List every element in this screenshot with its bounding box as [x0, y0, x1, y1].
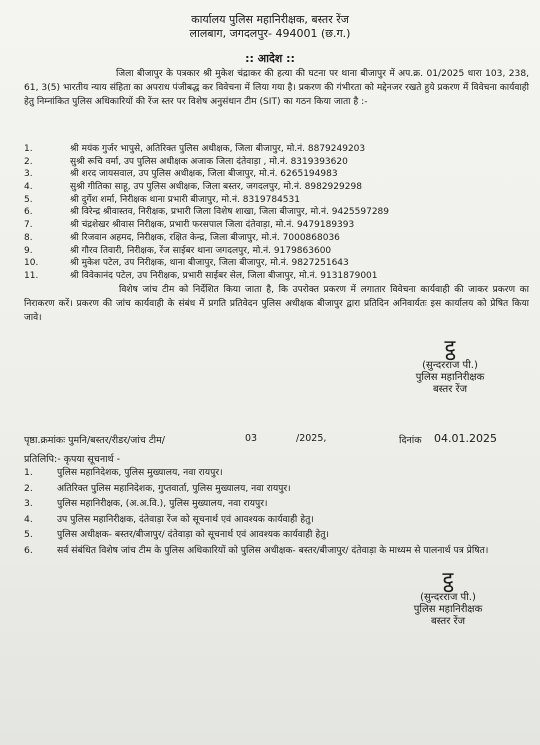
signature-block-copy	[398, 570, 498, 628]
signature-mark: ट्ठ	[444, 336, 456, 361]
order-date: 04.01.2025	[434, 432, 497, 445]
member-details: श्री विवेकानंद पटेल, उप निरीक्षक, प्रभारी साईबर सेल, जिला बीजापुर, मो.नं. 9131879001	[70, 270, 378, 281]
item-number: 2.	[24, 156, 33, 167]
copy-recipient: पुलिस महानिदेशक, पुलिस मुख्यालय, नवा रायपुर।	[57, 467, 223, 478]
list-item	[24, 528, 530, 541]
item-number: 1.	[24, 144, 33, 154]
list-item	[24, 206, 534, 219]
member-details: श्री रिजवान अहमद, निरीक्षक, रक्षित केन्द्र, जिला बीजापुर, मो.नं. 7000868036	[70, 232, 340, 243]
item-number: 10.	[24, 258, 39, 269]
list-item	[24, 482, 530, 495]
list-item	[24, 257, 534, 270]
item-number: 4.	[24, 182, 33, 193]
list-item	[24, 168, 534, 181]
item-number: 6.	[24, 544, 33, 556]
order-paragraph-1-text: जिला बीजापुर के पत्रकार श्री मुकेश चंद्राकर की हत्या की घटना पर थाना बीजापुर में अप.क्र. 01/2025 धारा 103, 238, 61, 3(5) भारतीय न्याय संहिता का अपराध पंजीबद्ध कर विवेचना में लिया गया है। प्रकरण की गंभीरता को मद्देनजर रखते हुये प्रकरण में विवेचना कार्यवाही हेतु निम्नांकित पुलिस अधिकारियों की रेंज स्तर पर विशेष अनुसंधान टीम (SIT) का गठन किया जाता है :-	[24, 69, 529, 107]
item-number: 2.	[24, 482, 33, 494]
member-details: श्री गौरव तिवारी, निरीक्षक, रेंज साईबर थाना जगदलपुर, मो.नं. 9179863600	[70, 245, 332, 256]
list-item	[24, 245, 534, 258]
copy-recipient: अतिरिक्त पुलिस महानिदेशक, गुप्तवार्ता, पुलिस मुख्यालय, नवा रायपुर।	[57, 482, 291, 494]
signatory-name: (सुन्दरराज पी.)	[422, 360, 478, 371]
copy-recipient: पुलिस महानिरीक्षक, (अ.अ.वि.), पुलिस मुख्यालय, नवा रायपुर।	[57, 498, 268, 510]
list-item	[24, 513, 530, 526]
list-item	[24, 143, 534, 156]
list-item	[24, 232, 534, 245]
order-title: :: आदेश ::	[245, 52, 295, 65]
office-address: लालबाग, जगदलपुर- 494001 (छ.ग.)	[189, 27, 351, 40]
member-details: श्री मुकेश पटेल, उप निरीक्षक, थाना बीजापुर, जिला बीजापुर, मो.नं. 9827251643	[70, 258, 349, 269]
item-number: 6.	[24, 207, 33, 218]
copy-recipient: सर्व संबंधित विशेष जांच टीम के पुलिस अधिकारियों को पुलिस अधीक्षक- बस्तर/बीजापुर/ दंतेवाड़ा के माध्यम से पालनार्थ पत्र प्रेषित।	[57, 544, 489, 556]
date-label: दिनांक	[399, 435, 422, 446]
list-item	[24, 466, 530, 479]
signature-block	[400, 338, 500, 396]
item-number: 1.	[24, 467, 33, 478]
list-item	[24, 497, 530, 510]
member-details: श्री विरेन्द्र श्रीवास्तव, निरीक्षक, प्रभारी जिला विशेष शाखा, जिला बीजापुर, मो.नं. 9425597289	[70, 207, 390, 218]
copy-to-label: प्रतिलिपि:- कृपया सूचनार्थ -	[24, 454, 121, 465]
list-item	[24, 544, 530, 557]
list-item	[24, 194, 534, 207]
item-number: 3.	[24, 169, 33, 180]
member-details: श्री मयंक गुर्जर भापुसे, अतिरिक्त पुलिस अधीक्षक, जिला बीजापुर, मो.नं. 8879249203	[70, 144, 366, 154]
signatory-designation: पुलिस महानिरीक्षक	[415, 372, 485, 383]
member-details: श्री दुर्गेश शर्मा, निरीक्षक थाना प्रभारी बीजापुर, मो.नं. 8319784531	[70, 194, 300, 205]
item-number: 3.	[24, 498, 33, 510]
item-number: 7.	[24, 220, 33, 231]
copy-list	[24, 466, 530, 560]
copy-recipient: पुलिस अधीक्षक- बस्तर/बीजापुर/ दंतेवाड़ा को सूचनार्थ एवं आवश्यक कार्यवाही हेतु।	[57, 529, 329, 541]
signatory-range: बस्तर रेंज	[430, 616, 466, 627]
order-paragraph-2	[24, 283, 529, 325]
signature-mark: ट्ठ	[442, 568, 454, 593]
item-number: 9.	[24, 245, 33, 256]
signatory-designation: पुलिस महानिरीक्षक	[413, 604, 483, 615]
reference-year: /2025,	[296, 433, 327, 444]
item-number: 8.	[24, 232, 33, 243]
list-item	[24, 270, 534, 283]
list-item	[24, 219, 534, 232]
copy-recipient: उप पुलिस महानिरीक्षक, दंतेवाड़ा रेंज को सूचनार्थ एवं आवश्यक कार्यवाही हेतु।	[57, 513, 314, 525]
item-number: 5.	[24, 194, 33, 205]
member-details: श्री शरद जायसवाल, उप पुलिस अधीक्षक, जिला बीजापुर, मो.नं. 6265194983	[70, 169, 338, 180]
signatory-range: बस्तर रेंज	[432, 384, 468, 395]
item-number: 11.	[24, 270, 39, 281]
office-name: कार्यालय पुलिस महानिरीक्षक, बस्तर रेंज	[191, 13, 349, 26]
list-item	[24, 181, 534, 194]
list-item	[24, 156, 534, 169]
reference-label: पृष्ठा.क्रमांकः पुमनि/बस्तर/रीडर/जांच टीम/	[24, 435, 165, 446]
order-paragraph-1	[24, 67, 529, 109]
member-details: सुश्री रूचि वर्मा, उप पुलिस अधीक्षक अजाक जिला दंतेवाड़ा , मो.नं. 8319393620	[70, 156, 348, 167]
member-details: सुश्री गीतिका साहू, उप पुलिस अधीक्षक, जिला बस्तर, जगदलपुर, मो.नं. 8982929298	[70, 182, 362, 193]
item-number: 5.	[24, 529, 33, 541]
sit-member-list	[24, 143, 534, 283]
signatory-name: (सुन्दरराज पी.)	[420, 592, 476, 603]
member-details: श्री चंद्रशेखर श्रीवास निरीक्षक, प्रभारी फरसपाल जिला दंतेवाड़ा, मो.नं. 9479189393	[70, 220, 355, 231]
order-paragraph-2-text: विशेष जांच टीम को निर्देशित किया जाता है, कि उपरोक्त प्रकरण में लगातार विवेचना कार्यवाही की जाकर प्रकरण का निराकरण करें। प्रकरण की जांच कार्यवाही के संबंध में प्रगति प्रतिवेदन पुलिस अधीक्षक बीजापुर द्वारा प्रतिदिन अनिवार्यतः इस कार्यालय को प्रेषित किया जावे।	[24, 285, 529, 323]
item-number: 4.	[24, 513, 33, 525]
reference-number: 03	[245, 433, 258, 444]
